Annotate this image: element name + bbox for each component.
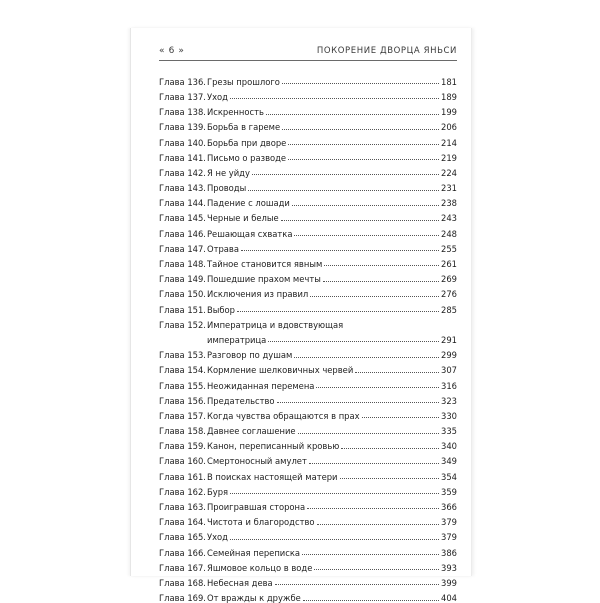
toc-entry: [159, 527, 457, 542]
page-ref: 404: [441, 593, 457, 603]
table-of-contents: [159, 71, 457, 603]
leader-dots: [282, 83, 439, 84]
chapter-title: Императрица и вдовствующая: [207, 319, 344, 330]
chapter-title: Предательство: [207, 395, 275, 406]
toc-entry: [159, 496, 457, 511]
page-ref: 243: [441, 213, 457, 224]
chapter-title: Яшмовое кольцо в воде: [207, 562, 313, 573]
chapter-number: Глава 136.: [159, 76, 206, 87]
chapter-title: Пошедшие прахом мечты: [207, 274, 321, 285]
toc-entry: [159, 71, 457, 86]
leader-dots: [362, 417, 439, 418]
chapter-title: Буря: [207, 486, 229, 497]
chapter-number: Глава 166.: [159, 547, 206, 558]
chapter-number: Глава 145.: [159, 213, 206, 224]
leader-dots: [323, 281, 439, 282]
chapter-title: Падение с лошади: [207, 198, 290, 209]
toc-entry: [159, 557, 457, 572]
toc-entry: [159, 193, 457, 208]
toc-entry: [159, 314, 457, 329]
leader-dots: [268, 341, 439, 342]
chapter-number: Глава 160.: [159, 456, 206, 467]
page-ref: 359: [441, 486, 457, 497]
book-title: ПОКОРЕНИЕ ДВОРЦА ЯНЬСИ: [316, 46, 457, 56]
toc-entry: [159, 390, 457, 405]
chapter-number: Глава 163.: [159, 502, 206, 513]
chapter-title: Письмо о разводе: [207, 152, 287, 163]
page-ref: 269: [441, 274, 457, 285]
chapter-title: Борьба при дворе: [207, 137, 287, 148]
leader-dots: [266, 114, 439, 115]
chapter-title: Проводы: [207, 183, 247, 194]
leader-dots: [310, 296, 439, 297]
leader-dots: [340, 478, 439, 479]
chapter-title: Неожиданная перемена: [207, 380, 315, 391]
chapter-title: Небесная дева: [207, 577, 273, 588]
chapter-title: Разговор по душам: [207, 350, 293, 361]
chapter-title: Смертоносный амулет: [207, 456, 307, 467]
chapter-title: От вражды к дружбе: [207, 593, 301, 603]
toc-entry: [159, 177, 457, 192]
page-ref: 366: [441, 502, 457, 513]
leader-dots: [230, 493, 439, 494]
leader-dots: [248, 190, 439, 191]
chapter-title: Тайное становится явным: [207, 259, 323, 270]
leader-dots: [314, 569, 439, 570]
leader-dots: [241, 250, 439, 251]
toc-entry: [159, 101, 457, 116]
chapter-title: Искренность: [207, 107, 264, 118]
chapter-title: Уход: [207, 91, 228, 102]
leader-dots: [317, 524, 439, 525]
toc-entry: [159, 86, 457, 101]
toc-entry: [159, 466, 457, 481]
toc-entry: [159, 147, 457, 162]
chapter-title: Проигравшая сторона: [207, 502, 306, 513]
toc-entry: [159, 208, 457, 223]
chapter-number: Глава 142.: [159, 167, 206, 178]
page-ref: 399: [441, 577, 457, 588]
chapter-title: Отрава: [207, 243, 239, 254]
page-ref: 316: [441, 380, 457, 391]
leader-dots: [288, 144, 439, 145]
leader-dots: [275, 584, 439, 585]
leader-dots: [281, 220, 439, 221]
chapter-title: Кормление шелковичных червей: [207, 365, 354, 376]
chapter-number: Глава 147.: [159, 243, 206, 254]
page-ref: 291: [441, 334, 457, 345]
chapter-number: Глава 162.: [159, 486, 206, 497]
toc-entry: [159, 451, 457, 466]
chapter-number: Глава 161.: [159, 471, 206, 482]
chapter-number: Глава 137.: [159, 91, 206, 102]
leader-dots: [282, 129, 439, 130]
page-ref: 224: [441, 167, 457, 178]
chapter-number: Глава 150.: [159, 289, 206, 300]
page-ref: 181: [441, 76, 457, 87]
page-ref: 199: [441, 107, 457, 118]
page-ref: 231: [441, 183, 457, 194]
chapter-title: Я не уйду: [207, 167, 250, 178]
page-ref: 299: [441, 350, 457, 361]
leader-dots: [341, 448, 439, 449]
chapter-number: Глава 165.: [159, 532, 206, 543]
chapter-number: Глава 164.: [159, 517, 206, 528]
toc-entry: [159, 542, 457, 557]
page-ref: 285: [441, 304, 457, 315]
leader-dots: [252, 174, 439, 175]
chapter-title: Решающая схватка: [207, 228, 293, 239]
leader-dots: [288, 159, 439, 160]
toc-entry-continuation: [159, 329, 457, 344]
toc-entry: [159, 436, 457, 451]
chapter-title: В поисках настоящей матери: [207, 471, 338, 482]
page-ref: 330: [441, 410, 457, 421]
page-ref: 349: [441, 456, 457, 467]
chapter-number: Глава 169.: [159, 593, 206, 603]
toc-entry: [159, 132, 457, 147]
page-ref: 261: [441, 259, 457, 270]
toc-entry: [159, 117, 457, 132]
chapter-number: Глава 154.: [159, 365, 206, 376]
toc-entry: [159, 162, 457, 177]
toc-entry: [159, 375, 457, 390]
chapter-number: Глава 159.: [159, 441, 206, 452]
chapter-title-continued: императрица: [207, 334, 267, 345]
toc-entry: [159, 253, 457, 268]
chapter-number: Глава 140.: [159, 137, 206, 148]
page-ref: 335: [441, 426, 457, 437]
chapter-number: Глава 149.: [159, 274, 206, 285]
toc-entry: [159, 360, 457, 375]
page-ref: 379: [441, 517, 457, 528]
chapter-number: Глава 151.: [159, 304, 206, 315]
chapter-number: Глава 167.: [159, 562, 206, 573]
chapter-number: Глава 143.: [159, 183, 206, 194]
page-ref: 189: [441, 91, 457, 102]
chapter-number: Глава 168.: [159, 577, 206, 588]
chapter-number: Глава 153.: [159, 350, 206, 361]
chapter-number: Глава 155.: [159, 380, 206, 391]
chapter-title: Грезы прошлого: [207, 76, 280, 87]
chapter-title: Канон, переписанный кровью: [207, 441, 340, 452]
chapter-number: Глава 139.: [159, 122, 206, 133]
leader-dots: [324, 265, 439, 266]
leader-dots: [230, 98, 439, 99]
toc-entry: [159, 420, 457, 435]
toc-entry: [159, 572, 457, 587]
toc-entry: [159, 587, 457, 602]
toc-entry: [159, 299, 457, 314]
chapter-number: Глава 146.: [159, 228, 206, 239]
running-header: [159, 46, 457, 56]
chapter-title: Выбор: [207, 304, 235, 315]
toc-entry: [159, 238, 457, 253]
page-number: « 6 »: [159, 46, 185, 56]
chapter-number: Глава 157.: [159, 410, 206, 421]
chapter-title: Борьба в гареме: [207, 122, 281, 133]
chapter-number: Глава 141.: [159, 152, 206, 163]
leader-dots: [237, 311, 439, 312]
toc-entry: [159, 511, 457, 526]
chapter-title: Когда чувства обращаются в прах: [207, 410, 360, 421]
leader-dots: [294, 235, 439, 236]
leader-dots: [302, 554, 439, 555]
page-ref: 393: [441, 562, 457, 573]
page-ref: 340: [441, 441, 457, 452]
toc-entry: [159, 223, 457, 238]
page-ref: 219: [441, 152, 457, 163]
page-ref: 248: [441, 228, 457, 239]
page-ref: 276: [441, 289, 457, 300]
page-ref: 214: [441, 137, 457, 148]
leader-dots: [277, 402, 439, 403]
leader-dots: [292, 205, 439, 206]
toc-entry: [159, 268, 457, 283]
chapter-title: Черные и белые: [207, 213, 279, 224]
leader-dots: [316, 387, 439, 388]
page-ref: 206: [441, 122, 457, 133]
chapter-title: Давнее соглашение: [207, 426, 296, 437]
page-ref: 354: [441, 471, 457, 482]
toc-entry: [159, 284, 457, 299]
chapter-number: Глава 158.: [159, 426, 206, 437]
leader-dots: [298, 433, 439, 434]
chapter-number: Глава 152.: [159, 319, 206, 330]
chapter-title: Семейная переписка: [207, 547, 301, 558]
chapter-number: Глава 144.: [159, 198, 206, 209]
chapter-title: Уход: [207, 532, 228, 543]
chapter-number: Глава 156.: [159, 395, 206, 406]
leader-dots: [355, 372, 439, 373]
page-ref: 379: [441, 532, 457, 543]
header-rule: [159, 60, 457, 61]
chapter-title: Чистота и благородство: [207, 517, 315, 528]
chapter-title: Исключения из правил: [207, 289, 309, 300]
page-ref: 307: [441, 365, 457, 376]
toc-entry: [159, 344, 457, 359]
leader-dots: [309, 463, 439, 464]
page-ref: 238: [441, 198, 457, 209]
chapter-number: Глава 138.: [159, 107, 206, 118]
leader-dots: [294, 357, 439, 358]
page-ref: 323: [441, 395, 457, 406]
leader-dots: [230, 539, 439, 540]
chapter-number: Глава 148.: [159, 259, 206, 270]
leader-dots: [307, 508, 439, 509]
page-ref: 386: [441, 547, 457, 558]
toc-entry: [159, 405, 457, 420]
toc-entry: [159, 481, 457, 496]
page-ref: 255: [441, 243, 457, 254]
book-page: [130, 28, 472, 603]
